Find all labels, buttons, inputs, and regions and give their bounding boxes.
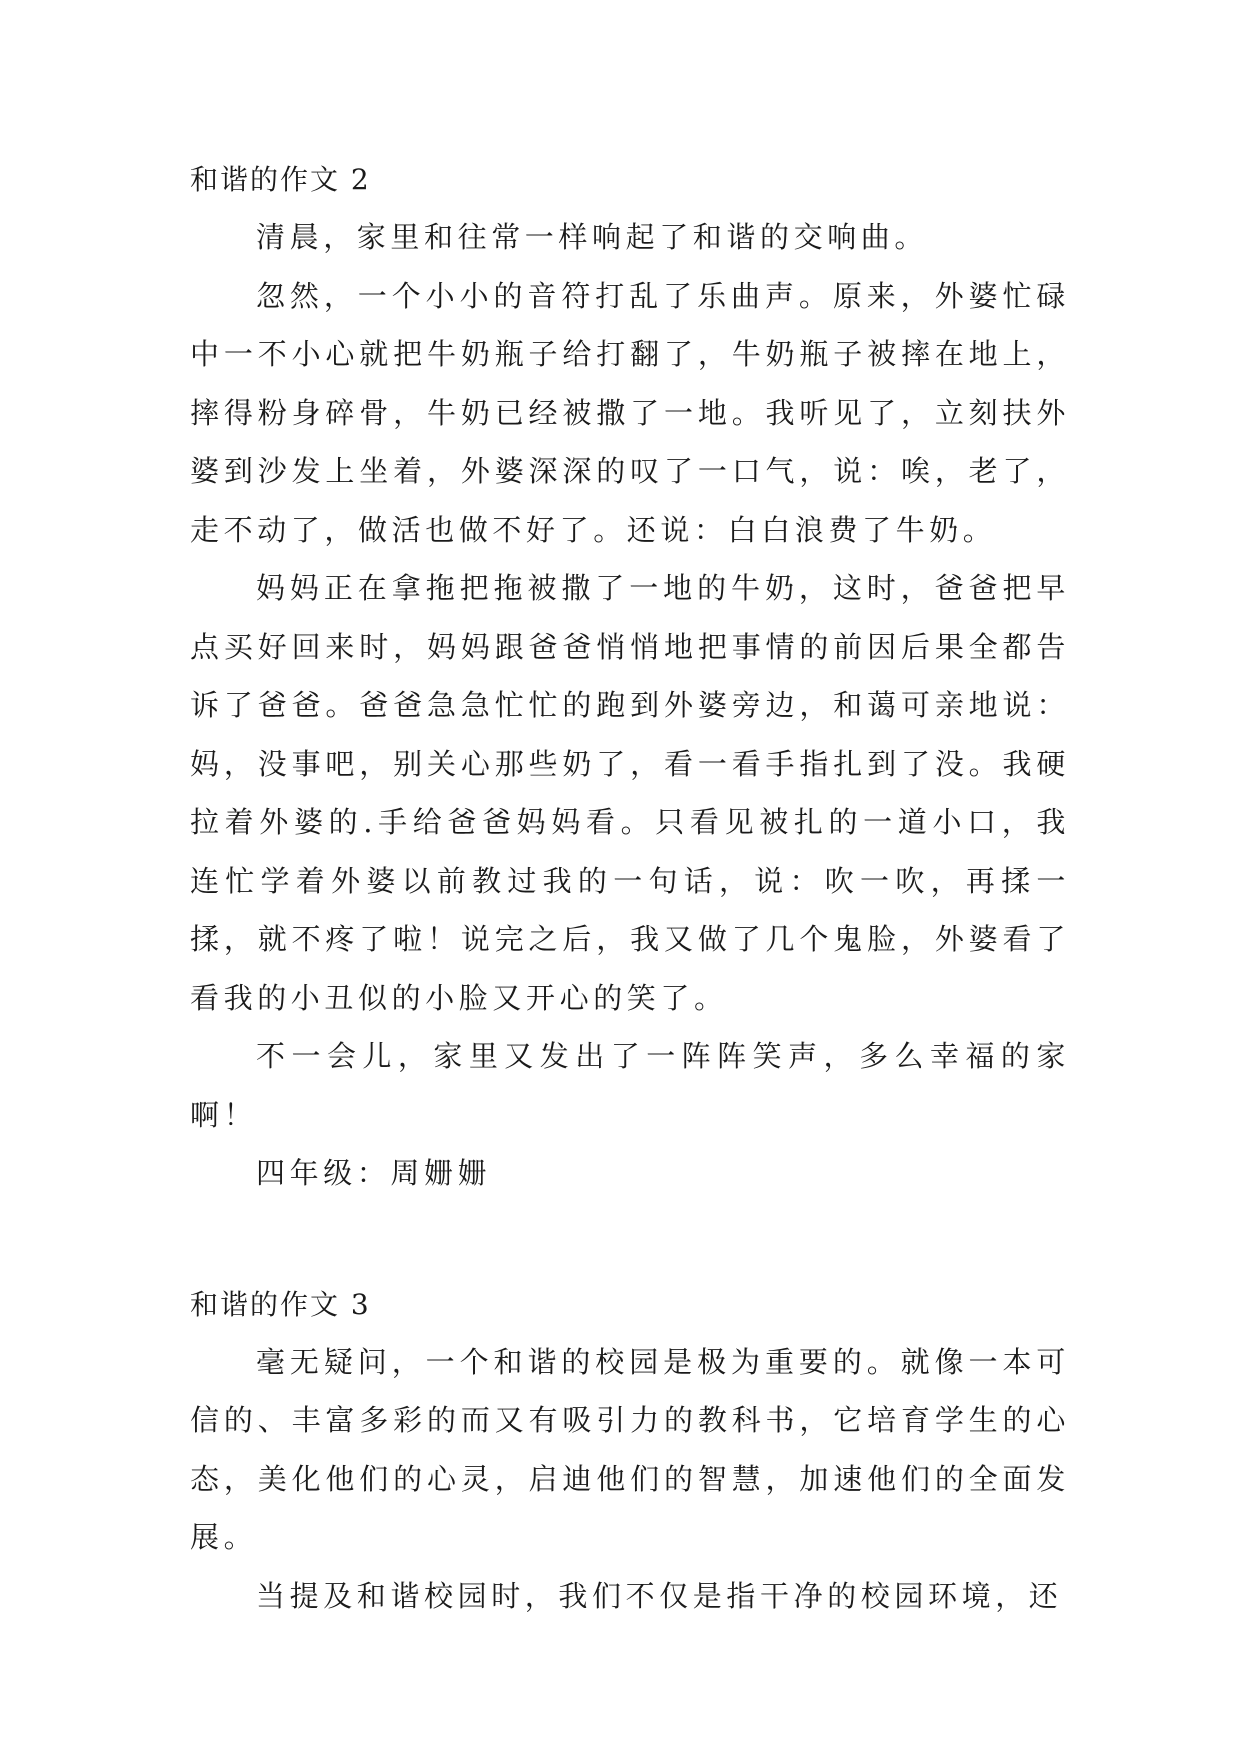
essay-2-paragraph-4: 不一会儿，家里又发出了一阵阵笑声，多么幸福的家啊！ xyxy=(190,1039,1070,1132)
essay-3-title: 和谐的作文 3 xyxy=(190,1287,371,1321)
essay-2-paragraph-1: 清晨，家里和往常一样响起了和谐的交响曲。 xyxy=(256,220,929,254)
essay-2-title: 和谐的作文 2 xyxy=(190,163,371,196)
essay-2-paragraph-3: 妈妈正在拿拖把拖被撒了一地的牛奶，这时，爸爸把早点买好回来时，妈妈跟爸爸悄悄地把事情的前因后果全都告诉了爸爸。爸爸急急忙忙的跑到外婆旁边，和蔼可亲地说：妈，没事吧，别关心那些奶了，看一看手指扎到了没。我硬拉着外婆的.手给爸爸妈妈看。只看见被扎的一道小口，我连忙学着外婆以前教过我的一句话，说：吹一吹，再揉一揉，就不疼了啦！说完之后，我又做了几个鬼脸，外婆看了看我的小丑似的小脸又开心的笑了。 xyxy=(190,571,1070,1015)
essay-2 xyxy=(190,160,1070,1203)
essay-3-paragraph-1: 毫无疑问，一个和谐的校园是极为重要的。就像一本可信的、丰富多彩的而又有吸引力的教科书，它培育学生的心态，美化他们的心灵，启迪他们的智慧，加速他们的全面发展。 xyxy=(190,1344,1070,1554)
essay-3 xyxy=(190,1285,1070,1626)
essay-2-paragraph-2: 忽然，一个小小的音符打乱了乐曲声。原来，外婆忙碌中一不小心就把牛奶瓶子给打翻了，牛奶瓶子被摔在地上，摔得粉身碎骨，牛奶已经被撒了一地。我听见了，立刻扶外婆到沙发上坐着，外婆深深的叹了一口气，说：唉，老了，走不动了，做活也做不好了。还说：白白浪费了牛奶。 xyxy=(190,278,1070,547)
document-page xyxy=(190,160,1070,1625)
essay-3-paragraph-2: 当提及和谐校园时，我们不仅是指干净的校园环境，还 xyxy=(256,1578,1063,1613)
essay-2-author-line: 四年级：周姗姗 xyxy=(256,1156,492,1190)
